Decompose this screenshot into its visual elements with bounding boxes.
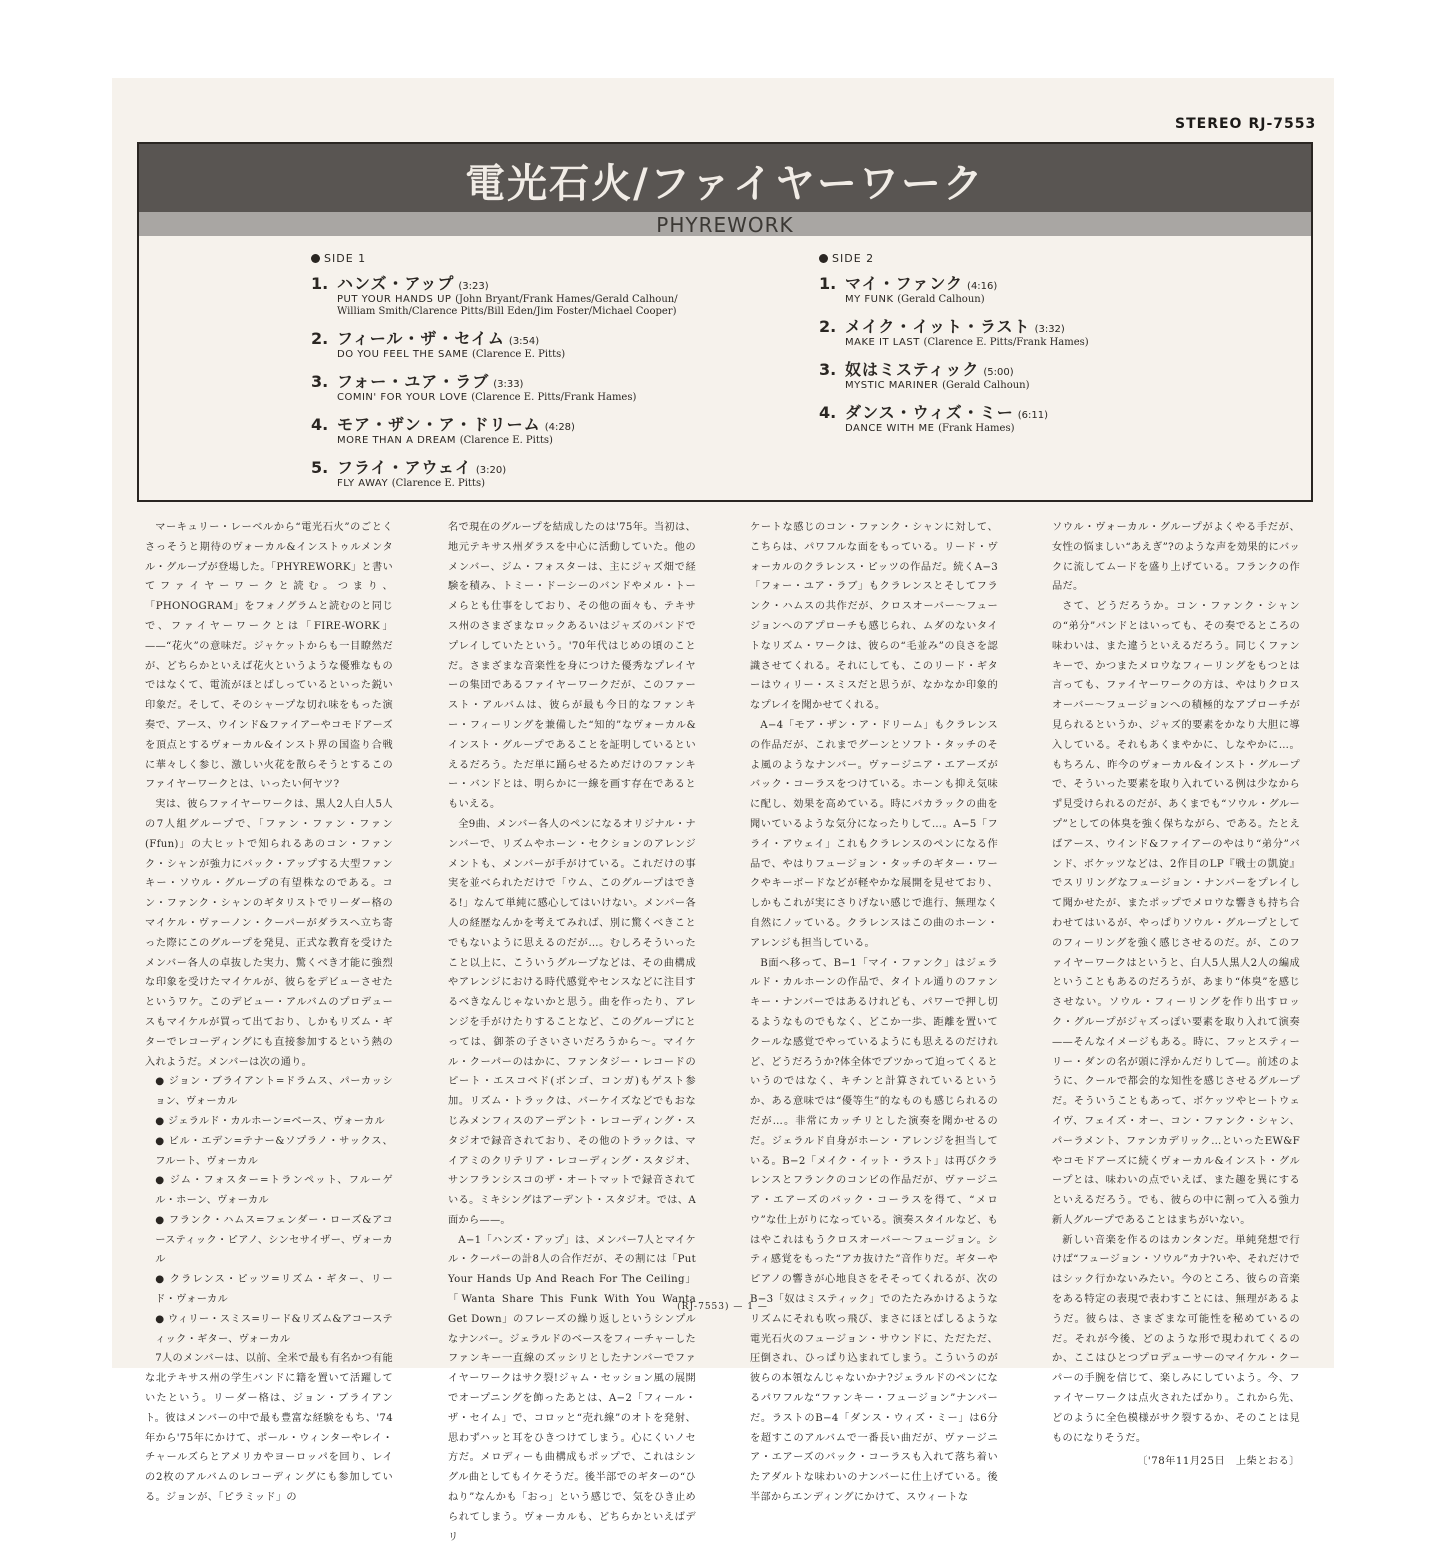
side-1	[311, 252, 678, 498]
notes-paragraph: B面へ移って、B−1「マイ・ファンク」はジェラルド・カルホーンの作品で、タイトル通りのファンキー・ナンバーではあるけれども、パワーで押し切るようなものでもなく、どこか一歩、距離を置いてクールな感覚でやっているようにも思えるのだけれど、どうだろうか?体全体でブツかって迫ってくるというのではなく、キチンと計算されているというか、ある意味では“優等生”的なものも感じられるのだが…。非常にカッチリとした演奏を聞かせるのだ。ジェラルド自身がホーン・アレンジを担当している。B−2「メイク・イット・ラスト」は再びクラレンスとフランクのコンビの作品だが、ヴァージニア・エアーズのバック・コーラスを得て、“メロウ”な仕上がりになっている。演奏スタイルなど、もはやこれはもうクロスオーバー〜フュージョン。シティ感覚をもった“アカ抜けた”音作りだ。ギターやピアノの響きが心地良さをそそってくれるが、次のB−3「奴はミスティック」でのたたみかけるようなリズムにそれも吹っ飛び、まさにほとばしるような電光石火のフュージョン・サウンドに、ただただ、圧倒され、ひっぱり込まれてしまう。こういうのが彼らの本領なんじゃないかナ?ジェラルドのペンになるパワフルな“ファンキー・フュージョン”ナンバーだ。ラストのB−4「ダンス・ウィズ・ミー」は6分を超すこのアルバムで一番長い曲だが、ヴァージニア・エアーズのバック・コーラスも入れて落ち着いたアダルトな味わいのナンバーに仕上げている。後半部からエンディングにかけて、スウィートな	[750, 957, 998, 1504]
page-footer: (RJ-7553) — 1 —	[677, 1302, 768, 1312]
notes-column-3	[750, 518, 998, 1508]
author-signature: 〔'78年11月25日 上柴とおる〕	[1137, 1456, 1300, 1468]
side-2-label: SIDE 2	[819, 252, 1089, 265]
tracklist-frame	[137, 142, 1313, 502]
notes-paragraph: マーキュリー・レーベルから“電光石火”のごとくさっそうと期待のヴォーカル&インストゥルメンタル・グループが登場した。「PHYREWORK」と書いてファイヤーワークと読む。つまり、「PHONOGRAM」をフォノグラムと読むのと同じで、ファイヤーワークとは「FIRE-WORK」——“花火”の意味だ。ジャケットからも一目瞭然だが、どちらかといえば花火というような優雅なものではなくて、電流がほとばしっているといった鋭い印象だ。そして、そのシャープな切れ味をもった演奏で、アース、ウインド&ファイアーやコモドアーズを頂点とするヴォーカル&インスト界の国盗り合戦に華々しく参じ、激しい火花を散らそうとするこのファイヤーワークとは、いったい何ヤツ?	[145, 522, 393, 791]
member-item: ● ジム・フォスター=トランペット、フルーゲル・ホーン、ヴォーカル	[145, 1171, 393, 1211]
subtitle-bar	[139, 212, 1311, 236]
track-item: 3. 奴はミスティック (5:00) MYSTIC MARINER (Gerald Calhoun)	[819, 360, 1030, 391]
track-item: 3. フォー・ユア・ラブ (3:33) COMIN' FOR YOUR LOVE (Clarence E. Pitts/Frank Hames)	[311, 372, 637, 403]
title-bar	[139, 144, 1311, 212]
side-1-label: SIDE 1	[311, 252, 678, 265]
bullet-icon	[311, 254, 320, 263]
member-item: ● クラレンス・ピッツ=リズム・ギター、リード・ヴォーカル	[145, 1270, 393, 1310]
member-item: ● ジョン・ブライアント=ドラムス、パーカッション、ヴォーカル	[145, 1072, 393, 1112]
catalog-number	[1175, 116, 1316, 132]
member-item: ● ジェラルド・カルホーン=ベース、ヴォーカル	[145, 1112, 393, 1132]
track-item: 1. ハンズ・アップ (3:23) PUT YOUR HANDS UP (John Bryant/Frank Hames/Gerald Calhoun/ William Smith/Clarence Pitts/Bill Eden/Jim Foster/Michael Cooper)	[311, 274, 678, 317]
track-item: 2. フィール・ザ・セイム (3:54) DO YOU FEEL THE SAME (Clarence E. Pitts)	[311, 329, 566, 360]
notes-paragraph: ソウル・ヴォーカル・グループがよくやる手だが、女性の悩ましい“あえぎ”?のような声を効果的にバックに流してムードを盛り上げている。フランクの作品だ。	[1052, 522, 1300, 593]
side-2	[819, 252, 1089, 443]
notes-paragraph: 7人のメンバーは、以前、全米で最も有名かつ有能な北テキサス州の学生バンドに籍を置いて活躍していたという。リーダー格は、ジョン・ブライアント。彼はメンバーの中で最も豊富な経験をもち、'74年から'75年にかけて、ポール・ウィンターやレイ・チャールズらとアメリカやヨーロッパを回り、レイの2枚のアルバムのレコーディングにも参加している。ジョンが、「ピラミッド」の	[145, 1353, 393, 1504]
notes-paragraph: 新しい音楽を作るのはカンタンだ。単純発想で行けば“フュージョン・ソウル”カナ?いや、それだけではシック行かないみたい。今のところ、彼らの音楽をある特定の表現で表わすことには、無理があるようだ。彼らは、さまざまな可能性を秘めているのだ。それが今後、どのような形で現われてくるのか、ここはひとつプロデューサーのマイケル・クーパーの手腕を信じて、楽しみにしていよう。今、ファイヤーワークは点火されたばかり。これから先、どのように全色模様がサク裂するか、そのことは見ものになりそうだ。	[1052, 1234, 1300, 1444]
band-name: PHYREWORK	[656, 213, 794, 237]
bullet-icon	[819, 254, 828, 263]
notes-paragraph: さて、どうだろうか。コン・ファンク・シャンの“弟分”バンドとはいっても、その奏でるところの味わいは、また違うといえるだろう。同じくファンキーで、かつまたメロウなフィーリングをもつとは言っても、ファイヤーワークの方は、やはりクロスオーバー〜フュージョンへの積極的なアプローチが見られるというか、ジャズ的要素をかなり大胆に導入している。それもあくまやかに、しなやかに…。もちろん、昨今のヴォーカル&インスト・グループで、そういった要素を取り入れている例は少なからず見受けられるのだが、あくまでも“ソウル・グループ”としての体臭を強く保ちながら、である。たとえばアース、ウインド&ファイアーのやはり“弟分”バンド、ボケッツなどは、2作目のLP『戦士の凱旋』でスリリングなフュージョン・ナンバーをプレイして聞かせたが、またポップでメロウな響きも持ち合わせてはいるが、やっぱりソウル・グループとしてのフィーリングを強く感じさせるのだ。が、このファイヤーワークはというと、白人5人黒人2人の編成ということもあるのだろうが、あまり“体臭”を感じさせない。ソウル・フィーリングを作り出すロック・グループがジャズっぽい要素を取り入れて演奏——そんなイメージもある。時に、フッとスティーリー・ダンの名が頭に浮かんだりして—。前述のように、クールで都会的な知性を感じさせるグループだ。そういうこともあって、ボケッツやヒートウェイヴ、フェイズ・オー、コン・ファンク・シャン、パーラメント、ファンカデリック…といったEW&Fやコモドアーズに続くヴォーカル&インスト・グループとは、味わいの点でいえば、また趣を異にするといえるだろう。でも、彼らの中に割って入る強力新人グループであることはまちがいない。	[1052, 601, 1300, 1226]
catalog-code: RJ-7553	[1248, 116, 1317, 132]
track-item: 4. ダンス・ウィズ・ミー (6:11) DANCE WITH ME (Frank Hames)	[819, 403, 1048, 434]
stereo-label: STEREO	[1175, 116, 1243, 132]
notes-paragraph: 実は、彼らファイヤーワークは、黒人2人白人5人の7人組グループで、「ファン・ファン・ファン(Ffun)」の大ヒットで知られるあのコン・ファンク・シャンが強力にバック・アップする大型ファンキー・ソウル・グループの有望株なのである。コン・ファンク・シャンのギタリストでリーダー格のマイケル・ヴァーノン・クーパーがダラスへ立ち寄った際にこのグループを発見、正式な教育を受けたメンバー各人の卓抜した実力、驚くべき才能に強烈な印象を受けたマイケルが、彼らをデビューさせたというワケ。このデビュー・アルバムのプロデュースもマイケルが買って出ており、しかもリズム・ギターでレコーディングにも直接参加するという熱の入れようだ。メンバーは次の通り。	[145, 799, 393, 1068]
notes-paragraph: ケートな感じのコン・ファンク・シャンに対して、こちらは、パワフルな面をもっている。リード・ヴォーカルのクラレンス・ピッツの作品だ。続くA−3「フォー・ユア・ラブ」もクラレンスとそしてフランク・ハムスの共作だが、クロスオーバー〜フュージョンへのアプローチも感じられ、ムダのないタイトなリズム・ワークは、彼らの“毛並み”の良さを認識させてくれる。それにしても、このリード・ギターはウィリー・スミスだと思うが、なかなか印象的なプレイを聞かせてくれる。	[750, 522, 998, 712]
notes-column-4	[1052, 518, 1300, 1472]
member-item: ● フランク・ハムス=フェンダー・ローズ&アコースティック・ピアノ、シンセサイザー、ヴォーカル	[145, 1211, 393, 1270]
member-item: ● ビル・エデン=テナー&ソプラノ・サックス、フルート、ヴォーカル	[145, 1132, 393, 1172]
notes-paragraph: A−4「モア・ザン・ア・ドリーム」もクラレンスの作品だが、これまでグーンとソフト・タッチのそよ風のようなナンバー。ヴァージニア・エアーズがバック・コーラスをつけている。ホーンも抑え気味に配し、効果を高めている。時にバカラックの曲を聞いているような気分になったりして…。A−5「フライ・アウェイ」これもクラレンスのペンになる作品で、やはりフュージョン・タッチのギター・ワークやキーボードなどが軽やかな展開を見せており、しかもこれが実にさりげない感じで進行、無理なく自然にノッている。クラレンスはこの曲のホーン・アレンジも担当している。	[750, 719, 998, 949]
notes-column-2	[448, 518, 696, 1547]
album-title: 電光石火/ファイヤーワーク	[465, 161, 985, 207]
notes-column-1	[145, 518, 393, 1508]
track-item: 5. フライ・アウェイ (3:20) FLY AWAY (Clarence E. Pitts)	[311, 458, 507, 489]
track-item: 2. メイク・イット・ラスト (3:32) MAKE IT LAST (Clarence E. Pitts/Frank Hames)	[819, 317, 1089, 348]
member-item: ● ウィリー・スミス=リード&リズム&アコースティック・ギター、ヴォーカル	[145, 1310, 393, 1350]
track-item: 1. マイ・ファンク (4:16) MY FUNK (Gerald Calhoun)	[819, 274, 998, 305]
notes-paragraph: 名で現在のグループを結成したのは'75年。当初は、地元テキサス州ダラスを中心に活動していた。他のメンバー、ジム・フォスターは、主にジャズ畑で経験を積み、トミー・ドーシーのバンドやメル・トーメらとも仕事をしており、その他の面々も、テキサス州のさまざまなロックあるいはジャズのバンドでプレイしていたという。'70年代はじめの頃のことだ。さまざまな音楽性を身につけた優秀なプレイヤーの集団であるファイヤーワークだが、このファースト・アルバムは、彼らが最も今日的なファンキー・フィーリングを兼備した“知的”なヴォーカル&インスト・グループであることを証明しているといえるだろう。ただ単に踊らせるためだけのファンキー・バンドとは、明らかに一線を画す存在であるともいえる。	[448, 522, 696, 811]
notes-paragraph: A−1「ハンズ・アップ」は、メンバー7人とマイケル・クーパーの計8人の合作だが、その割には「Put Your Hands Up And Reach For The Ceiling」「Wanta Share This Funk With You Wanta Get Down」のフレーズの繰り返しというシンプルなナンバー。ジェラルドのベースをフィーチャーしたファンキー一直線のズッシリとしたナンバーでファイヤーワークはサク裂!ジャム・セッション風の展開でオープニングを飾ったあとは、A−2「フィール・ザ・セイム」で、コロッと“売れ線”のオトを発射、思わずハッと耳をひきつけてしまう。心にくいノセ方だ。メロディーも曲構成もポップで、これはシングル曲としてもイケそうだ。後半部でのギターの“ひねり”なんかも「おっ」という感じで、気をひき止められてしまう。ヴォーカルも、どちらかといえばデリ	[448, 1234, 696, 1543]
track-item: 4. モア・ザン・ア・ドリーム (4:28) MORE THAN A DREAM (Clarence E. Pitts)	[311, 415, 575, 446]
notes-paragraph: 全9曲、メンバー各人のペンになるオリジナル・ナンバーで、リズムやホーン・セクションのアレンジメントも、メンバーが手がけている。これだけの事実を並べられただけで「ウム、このグループはできる!」なんて単純に感心してはいけない。メンバー各人の経歴なんかを考えてみれば、別に驚くべきことでもないように思えるのだが…。むしろそういったこと以上に、こういうグループなどは、その曲構成やアレンジにおける時代感覚やセンスなどに注目するべきなんじゃないかと思う。曲を作ったり、アレンジを手がけたりすることなど、このグループにとっては、御茶の子さいさいだろうから〜。マイケル・クーパーのはかに、ファンタジー・レコードのピート・エスコベド(ボンゴ、コンガ)もゲスト参加。リズム・トラックは、バーケイズなどでもおなじみメンフィスのアーデント・レコーディング・スタジオで録音されており、その他のトラックは、マイアミのクリテリア・レコーディング・スタジオ、サンフランシスコのザ・オートマットで録音されている。ミキシングはアーデント・スタジオ。では、A面から——。	[448, 818, 696, 1226]
